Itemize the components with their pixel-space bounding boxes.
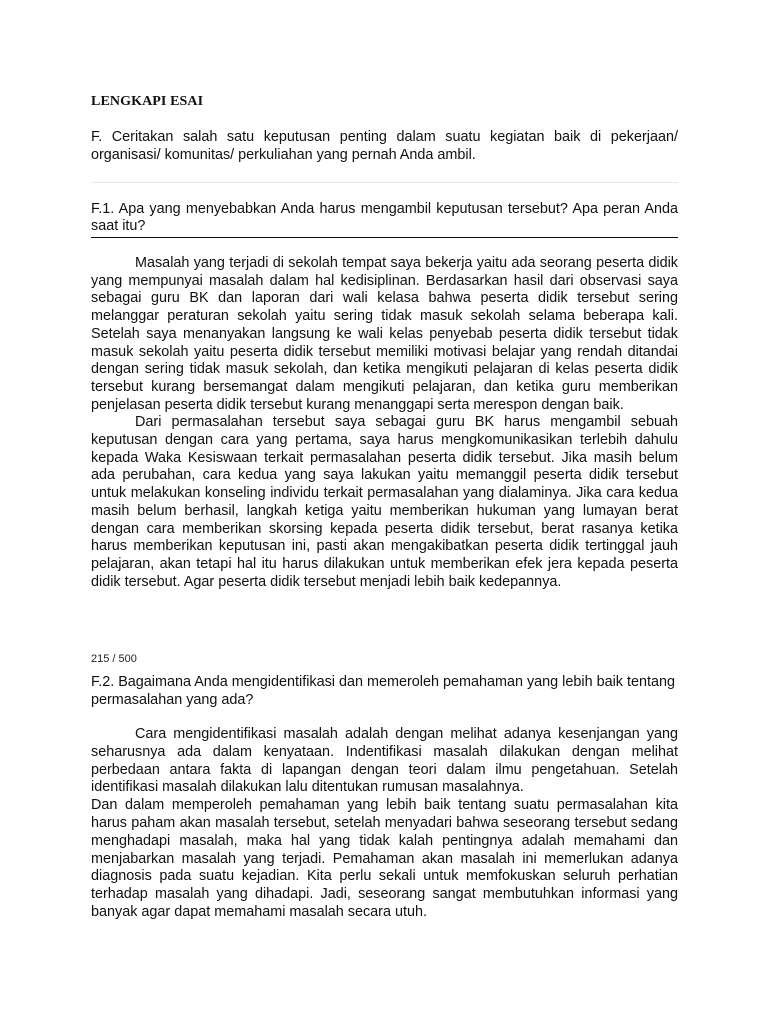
answer-f2-textarea[interactable] bbox=[91, 726, 678, 922]
answer-f1-paragraph: Masalah yang terjadi di sekolah tempat saya bekerja yaitu ada seorang peserta didik yang mempunyai masalah dalam hal kedisiplinan. Berdasarkan hasil dari observasi saya sebagai guru BK dan laporan dari wali kelasa bahwa peserta didik tersebut sering melanggar peraturan sekolah yaitu sering tidak masuk sekolah selama beberapa kali. Setelah saya menanyakan langsung ke wali kelas penyebab peserta didik tersebut tidak masuk sekolah yaitu peserta didik tersebut memiliki motivasi belajar yang rendah ditandai dengan sering tidak masuk sekolah, dan ketika mengikuti pelajaran di kelas peserta didik tersebut kurang bersemangat dalam mengikuti pelajaran, dan ketika guru memberikan penjelasan peserta didik tersebut kurang menanggapi serta merespon dengan baik. bbox=[91, 255, 678, 413]
question-f2: F.2. Bagaimana Anda mengidentifikasi dan memeroleh pemahaman yang lebih baik tentang permasalahan yang ada? bbox=[91, 674, 675, 708]
answer-f2-paragraph: Cara mengidentifikasi masalah adalah dengan melihat adanya kesenjangan yang seharusnya ada dalam kenyataan. Indentifikasi masalah dilakukan dengan melihat perbedaan antara fakta di lapangan dengan teori dalam ilmu pengetahuan. Setelah identifikasi masalah dilakukan lalu ditentukan rumusan masalahnya. bbox=[91, 726, 678, 796]
intro-prompt: F. Ceritakan salah satu keputusan penting dalam suatu kegiatan baik di pekerjaan/ organisasi/ komunitas/ perkuliahan yang pernah Anda ambil. bbox=[91, 129, 678, 163]
word-counter: 215 / 500 bbox=[91, 653, 137, 665]
answer-f2-paragraph: Dan dalam memperoleh pemahaman yang lebih baik tentang suatu permasalahan kita harus paham akan masalah tersebut, setelah menyadari bahwa seseorang tersebut sedang menghadapi masalah, maka hal yang tidak kalah pentingnya adalah memahami dan menjabarkan masalah yang terjadi. Pemahaman akan masalah ini memerlukan adanya diagnosis pada suatu kejadian. Kita perlu sekali untuk memfokuskan seluruh perhatian terhadap masalah yang dihadapi. Jadi, seseorang sangat membutuhkan informasi yang banyak agar dapat memahami masalah secara utuh. bbox=[91, 797, 678, 920]
answer-f1-textarea[interactable] bbox=[91, 255, 678, 591]
section-divider bbox=[91, 182, 678, 183]
answer-f1-paragraph: Dari permasalahan tersebut saya sebagai guru BK harus mengambil sebuah keputusan dengan cara yang pertama, saya harus mengkomunikasikan terlebih dahulu kepada Waka Kesiswaan terkait permasalahan peserta didik tersebut. Jika masih belum ada perubahan, cara kedua yang saya lakukan yaitu memanggil peserta didik tersebut untuk melakukan konseling individu terkait permasalahan yang dialaminya. Jika cara kedua masih belum berhasil, langkah ketiga yaitu memberikan hukuman yang lumayan berat dengan cara memberikan skorsing kepada peserta didik tersebut, berat rasanya ketika harus memberikan keputusan ini, pasti akan mengakibatkan peserta didik tertinggal jauh pelajaran, akan tetapi hal itu harus dilakukan untuk memberikan efek jera kepada peserta didik tersebut. Agar peserta didik tersebut menjadi lebih baik kedepannya. bbox=[91, 414, 678, 590]
question-f1: F.1. Apa yang menyebabkan Anda harus mengambil keputusan tersebut? Apa peran Anda saat itu? bbox=[91, 201, 678, 234]
page-title: LENGKAPI ESAI bbox=[91, 94, 204, 109]
answer-field-border bbox=[91, 237, 678, 238]
